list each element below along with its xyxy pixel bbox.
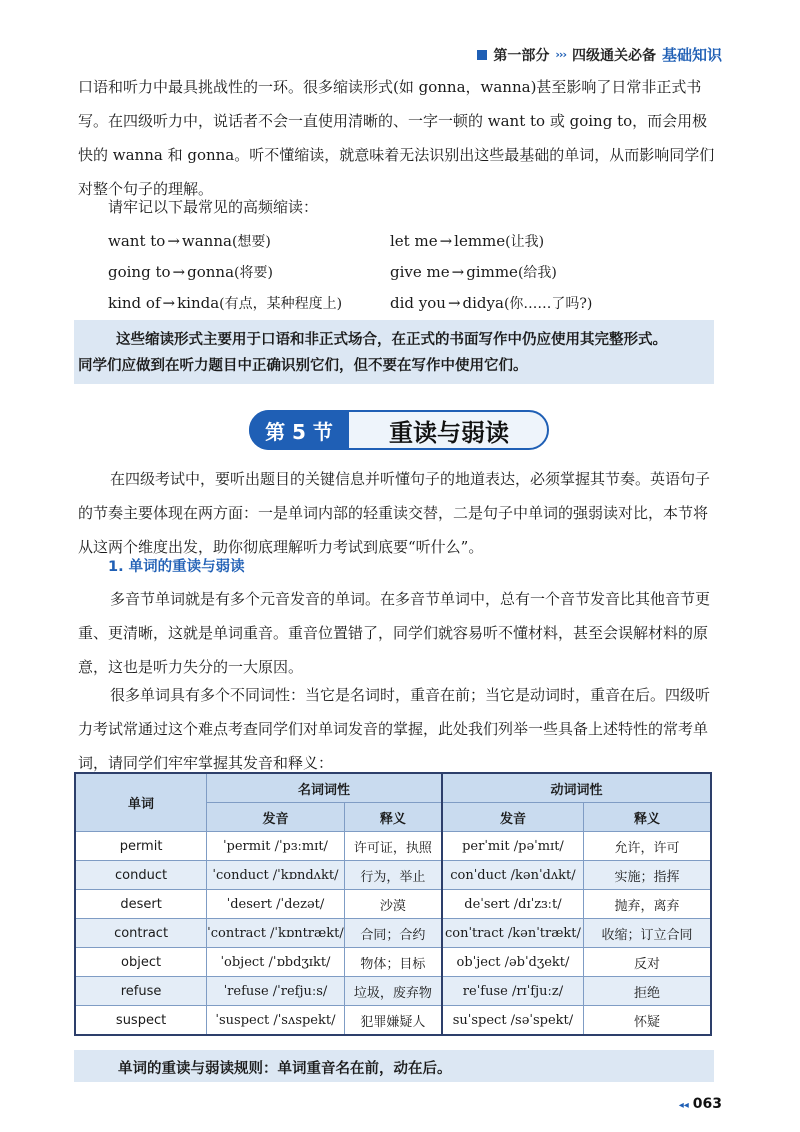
rule-box bbox=[74, 1050, 714, 1082]
running-header bbox=[477, 44, 722, 65]
section-banner bbox=[249, 410, 549, 450]
noun-pron-header: 发音 bbox=[207, 803, 345, 832]
arrow-icon: → bbox=[162, 294, 176, 312]
reductions-list bbox=[108, 226, 708, 319]
header-arrows-icon: ››› bbox=[555, 48, 566, 61]
table-row: suspect ˈsuspect /ˈsʌspekt/ 犯罪嫌疑人 suˈspect /səˈspekt/ 怀疑 bbox=[75, 1006, 711, 1036]
subheading: 1. 单词的重读与弱读 bbox=[108, 559, 245, 575]
section-intro: 在四级考试中，要听出题目的关键信息并听懂句子的地道表达，必须掌握其节奏。英语句子的节奏主要体现在两方面：一是单词内部的轻重读交替，二是句子中单词的强弱读对比，本节将从这两个维度出发，助你彻底理解听力考试到底要“听什么”。 bbox=[78, 470, 711, 556]
section-tag: 第 5 节 bbox=[249, 410, 349, 450]
page-marker-icon: ◂◂ bbox=[678, 1100, 689, 1111]
col-word-header: 单词 bbox=[75, 773, 207, 832]
arrow-icon: → bbox=[439, 232, 453, 250]
intro-paragraph: 口语和听力中最具挑战性的一环。很多缩读形式(如 gonna，wanna)甚至影响了日常非正式书写。在四级听力中，说话者不会一直使用清晰的、一字一顿的 want to 或 going to，而会用极快的 wanna 和 gonna。听不懂缩读，就意味着无法识别出这些最基础的单词，从而影响同学们对整个句子的理解。 bbox=[78, 78, 715, 198]
table-row: permit ˈpermit /ˈpɜːmɪt/ 许可证，执照 perˈmit /pəˈmɪt/ 允许，许可 bbox=[75, 832, 711, 861]
noun-meaning-header: 释义 bbox=[344, 803, 442, 832]
section-title: 重读与弱读 bbox=[389, 418, 509, 447]
reduction-item: did you → didya(你……了吗?) bbox=[390, 294, 593, 312]
table-row: desert ˈdesert /ˈdezət/ 沙漠 deˈsert /dɪˈzɜːt/ 抛弃，离弃 bbox=[75, 890, 711, 919]
header-square-icon bbox=[477, 50, 487, 60]
verb-pron-header: 发音 bbox=[442, 803, 584, 832]
note-line-1: 这些缩读形式主要用于口语和非正式场合，在正式的书面写作中仍应使用其完整形式。 bbox=[116, 332, 667, 348]
arrow-icon: → bbox=[167, 232, 180, 250]
arrow-icon: → bbox=[172, 263, 186, 281]
reduction-item: kind of → kinda(有点，某种程度上) bbox=[108, 294, 343, 312]
rule-text: 单词的重读与弱读规则：单词重音名在前，动在后。 bbox=[118, 1061, 452, 1077]
reduction-item: give me → gimme(给我) bbox=[390, 263, 557, 281]
verb-group-header: 动词词性 bbox=[442, 773, 711, 803]
note-box bbox=[74, 320, 714, 384]
reduction-item: let me → lemme(让我) bbox=[390, 232, 545, 250]
header-part: 第一部分 bbox=[493, 47, 550, 64]
table-row: conduct ˈconduct /ˈkɒndʌkt/ 行为，举止 conˈduct /kənˈdʌkt/ 实施；指挥 bbox=[75, 861, 711, 890]
table-row: object ˈobject /ˈɒbdʒɪkt/ 物体；目标 obˈject /əbˈdʒekt/ 反对 bbox=[75, 948, 711, 977]
header-section-accent: 基础知识 bbox=[661, 46, 722, 64]
stress-paragraph: 多音节单词就是有多个元音发音的单词。在多音节单词中，总有一个音节发音比其他音节更重、更清晰，这就是单词重音。重音位置错了，同学们就容易听不懂材料，甚至会误解材料的原意，这也是听力失分的一大原因。 bbox=[78, 590, 711, 676]
table-row: contract ˈcontract /ˈkɒntrækt/ 合同；合约 conˈtract /kənˈtrækt/ 收缩；订立合同 bbox=[75, 919, 711, 948]
arrow-icon: → bbox=[447, 294, 461, 312]
note-line-2: 同学们应做到在听力题目中正确识别它们，但不要在写作中使用它们。 bbox=[78, 358, 528, 374]
verb-meaning-header: 释义 bbox=[583, 803, 711, 832]
arrow-icon: → bbox=[451, 263, 465, 281]
reduction-item: want to → wanna(想要) bbox=[108, 232, 271, 250]
table-row: refuse ˈrefuse /ˈrefjuːs/ 垃圾，废弃物 reˈfuse /rɪˈfjuːz/ 拒绝 bbox=[75, 977, 711, 1006]
reduction-item: going to → gonna(将要) bbox=[108, 263, 273, 281]
noun-verb-paragraph: 很多单词具有多个不同词性：当它是名词时，重音在前；当它是动词时，重音在后。四级听力考试常通过这个难点考查同学们对单词发音的掌握，此处我们列举一些具备上述特性的常考单词，请同学们牢牢掌握其发音和释义： bbox=[78, 686, 711, 772]
noun-group-header: 名词词性 bbox=[207, 773, 442, 803]
stress-table bbox=[74, 772, 712, 1036]
remember-line: 请牢记以下最常见的高频缩读： bbox=[108, 198, 319, 216]
header-section-prefix: 四级通关必备 bbox=[571, 47, 656, 64]
page-number: ◂◂ 063 bbox=[678, 1096, 722, 1112]
